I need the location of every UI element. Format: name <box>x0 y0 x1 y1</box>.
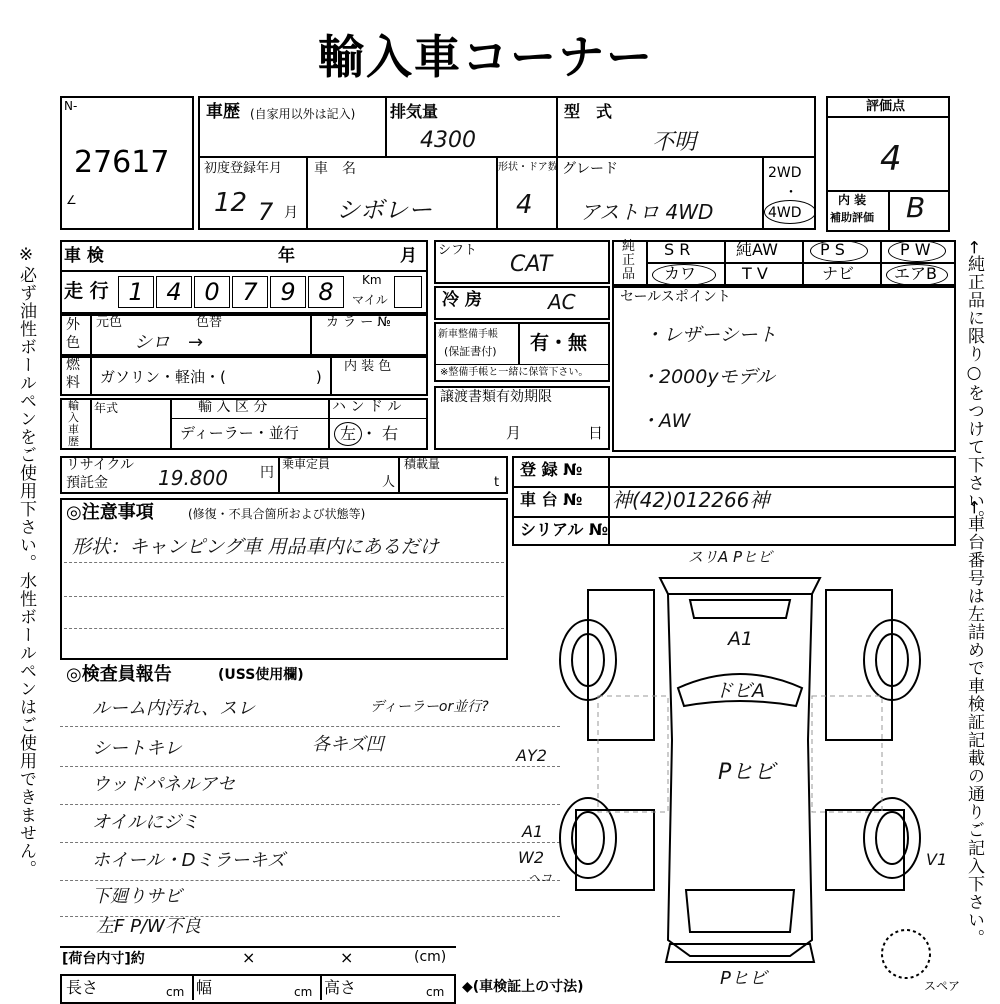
history-note: (自家用以外は記入) <box>250 107 356 121</box>
right-side-note-chassis: ←車台番号は左詰めで車検証記載の通りご記入下さい。 <box>964 500 984 948</box>
diagram-bottom: Pヒビ <box>720 968 767 989</box>
ac-value: AC <box>548 290 576 314</box>
inspector-line-1: ルーム内汚れ、スレ <box>92 698 256 719</box>
ps-circle <box>810 240 868 262</box>
diagram-body: Pヒビ <box>718 760 776 785</box>
displacement-label: 排気量 <box>390 102 439 121</box>
diagram-left-3: W2 <box>518 848 544 867</box>
cargo-x1: × <box>242 948 256 967</box>
serial-label: シリアル № <box>520 520 609 539</box>
inspection-label: 車 検 <box>64 246 104 266</box>
genuine-label-1: 純 <box>622 239 636 254</box>
diagram-right: V1 <box>926 850 948 869</box>
cargo-height: 高さ <box>324 978 357 997</box>
inspector-line-2: シートキレ <box>92 738 182 759</box>
inspector-extra-1: ディーラーor並行? <box>370 699 489 715</box>
rating-label: 評価点 <box>866 99 906 114</box>
maint-label-2: (保証書付) <box>444 345 497 358</box>
mileage-digit: 4 <box>156 276 192 308</box>
inspector-line-7: 左F P/W不良 <box>96 916 201 937</box>
fuel-label-1: 燃 <box>66 357 80 373</box>
grade-label: グレード <box>562 161 618 177</box>
fuel-options: ガソリン・軽油・( ) <box>100 368 322 386</box>
orig-color-label: 元色 <box>96 315 123 330</box>
sales-label: セールスポイント <box>620 289 731 305</box>
diagram-left-2: A1 <box>522 822 544 841</box>
lot-number: 27617 <box>74 145 170 180</box>
cargo-length: 長さ <box>66 978 99 997</box>
caution-line-1: 形状：キャンピング車 用品車内にあるだけ <box>72 536 439 558</box>
cargo-note: ◆(車検証上の寸法) <box>462 979 584 995</box>
shift-value: CAT <box>510 252 553 277</box>
inspector-line-3: ウッドパネルアセ <box>92 774 236 795</box>
mileage-digit: 0 <box>194 276 230 308</box>
genuine-tv: T V <box>742 264 768 283</box>
mileage-label: 走 行 <box>64 280 109 302</box>
recycle-unit: 円 <box>260 465 274 481</box>
genuine-label-2: 正 <box>622 253 636 268</box>
interior-value: B <box>906 191 926 224</box>
inspector-line-5: ホイール・Dミラーキズ <box>92 850 286 871</box>
diagram-left-1: AY2 <box>516 746 547 765</box>
history-label: 車歴 <box>206 102 240 122</box>
interior-label-1: 内 装 <box>838 193 867 207</box>
drive-2wd: 2WD <box>768 165 802 181</box>
inspector-extra-2: 各キズ凹 <box>312 734 384 755</box>
pw-circle <box>888 240 946 262</box>
import-label-3: 車 <box>68 423 79 436</box>
registration-label: 登 録 № <box>520 460 583 479</box>
mileage-digit: 8 <box>308 276 344 308</box>
load-unit: t <box>494 475 500 490</box>
inspector-line-6: 下廻りサビ <box>92 886 182 907</box>
recycle-value: 19.800 <box>158 466 228 490</box>
exterior-color-value: シロ → <box>134 332 204 353</box>
recycle-label-1: リサイクル <box>66 457 135 473</box>
exterior-label-1: 外 <box>66 317 80 333</box>
genuine-navi: ナビ <box>822 264 855 283</box>
import-class-label: 輸 入 区 分 <box>198 399 268 415</box>
maint-label-1: 新車整備手帳 <box>438 329 498 340</box>
capacity-unit: 人 <box>382 475 396 490</box>
interior-color-label: 内 装 色 <box>344 359 392 374</box>
cargo-width-unit: cm <box>294 985 313 999</box>
capacity-label: 乗車定員 <box>282 457 331 471</box>
sales-point-3: ・AW <box>640 410 691 432</box>
model-type-value: 不明 <box>652 130 697 155</box>
diagram-top-note: スリA Pヒビ <box>688 548 773 566</box>
transfer-month: 月 <box>506 424 522 442</box>
model-type-label: 型 式 <box>564 102 613 121</box>
load-label: 積載量 <box>404 457 441 471</box>
diagram-left-4: ヘコ <box>528 871 553 885</box>
import-label-4: 歴 <box>68 435 79 448</box>
genuine-label-3: 品 <box>622 267 636 282</box>
doors-label: 形状・ドア数 <box>498 162 558 173</box>
genuine-pw: P W <box>900 240 931 259</box>
spare-label: スペア <box>924 979 961 993</box>
mileage-digit: 9 <box>270 276 306 308</box>
leather-circle <box>652 264 716 286</box>
first-reg-label: 初度登録年月 <box>204 161 283 176</box>
right-side-note-genuine: ←純正品に限り○をつけて下さい。 <box>964 240 984 529</box>
maint-value: 有・無 <box>530 332 588 354</box>
cargo-length-unit: cm <box>166 985 185 999</box>
first-reg-month-unit: 月 <box>284 205 298 221</box>
inspector-title: ◎検査員報告 <box>66 664 172 685</box>
sales-point-2: ・2000yモデル <box>640 366 775 388</box>
import-label-1: 輸 <box>68 399 79 412</box>
inspector-line-4: オイルにジミ <box>92 812 200 833</box>
first-reg-month: 7 <box>258 198 274 226</box>
cargo-cm: (cm) <box>414 949 447 965</box>
mileage-unit-km: Km <box>362 273 382 287</box>
caution-subtitle: (修復・不具合箇所および状態等) <box>188 507 366 521</box>
inspection-year: 年 <box>278 246 295 266</box>
handle-label: ハ ン ド ル <box>332 399 402 415</box>
transfer-label: 譲渡書類有効期限 <box>440 389 552 405</box>
left-handle-circle <box>334 422 362 446</box>
handle-value: 左 ・ 右 <box>340 424 399 443</box>
exterior-label-2: 色 <box>66 335 80 351</box>
cargo-x2: × <box>340 948 354 967</box>
interior-label-2: 補助評価 <box>830 211 874 224</box>
grade-value: アストロ 4WD <box>580 200 714 224</box>
left-side-note: ※必ず油性ボールペンをご使用下さい。水性ボールペンはご使用できません。 <box>16 245 36 878</box>
lot-number-box: N- 27617 ∠ <box>60 96 194 230</box>
sales-point-1: ・レザーシート <box>644 324 777 346</box>
cargo-label: [荷台内寸]約 <box>62 951 145 967</box>
lot-prefix: N- <box>64 99 78 113</box>
rating-value: 4 <box>880 139 902 179</box>
first-reg-year: 12 <box>214 188 248 218</box>
shift-label: シフト <box>438 243 478 258</box>
ac-label: 冷 房 <box>442 290 482 310</box>
doors-value: 4 <box>516 190 533 220</box>
import-class-value: ディーラー・並行 <box>180 424 299 442</box>
genuine-sr: S R <box>664 240 691 259</box>
airbag-circle <box>886 264 948 286</box>
recycle-label-2: 預託金 <box>66 475 108 491</box>
diagram-sunroof: ドビA <box>714 680 765 702</box>
page-title: 輸入車コーナー <box>318 30 654 84</box>
drive-4wd-circle <box>764 200 816 224</box>
genuine-leather: カワ <box>664 264 697 283</box>
transfer-day: 日 <box>588 424 604 442</box>
genuine-aw: 純AW <box>736 240 778 259</box>
fuel-label-2: 料 <box>66 375 80 391</box>
import-label-2: 入 <box>68 411 79 424</box>
car-name-value: シボレー <box>336 196 432 224</box>
diagram-a1-roof: A1 <box>728 628 754 650</box>
maint-note: ※整備手帳と一緒に保管下さい。 <box>440 367 589 378</box>
caution-title: ◎注意事項 <box>66 502 154 523</box>
import-year-label: 年式 <box>94 401 119 415</box>
mileage-unit-mile: マイル <box>352 293 388 307</box>
chassis-label: 車 台 № <box>520 490 583 509</box>
chassis-value: 神(42)012266神 <box>612 488 770 512</box>
color-no-label: カ ラ ー № <box>326 315 391 330</box>
mileage-digit: 1 <box>118 276 154 308</box>
inspection-month: 月 <box>400 246 417 266</box>
cargo-height-unit: cm <box>426 985 445 999</box>
genuine-airbag: エアB <box>894 264 937 283</box>
drive-dot: ・ <box>784 185 798 201</box>
cargo-width: 幅 <box>196 978 213 997</box>
drive-4wd: 4WD <box>768 205 802 221</box>
car-name-label: 車 名 <box>314 161 356 177</box>
genuine-ps: P S <box>820 240 845 259</box>
mileage-digit: 7 <box>232 276 268 308</box>
inspector-subtitle: (USS使用欄) <box>218 667 304 683</box>
change-color-label: 色替 <box>196 315 223 330</box>
displacement-value: 4300 <box>420 128 476 153</box>
